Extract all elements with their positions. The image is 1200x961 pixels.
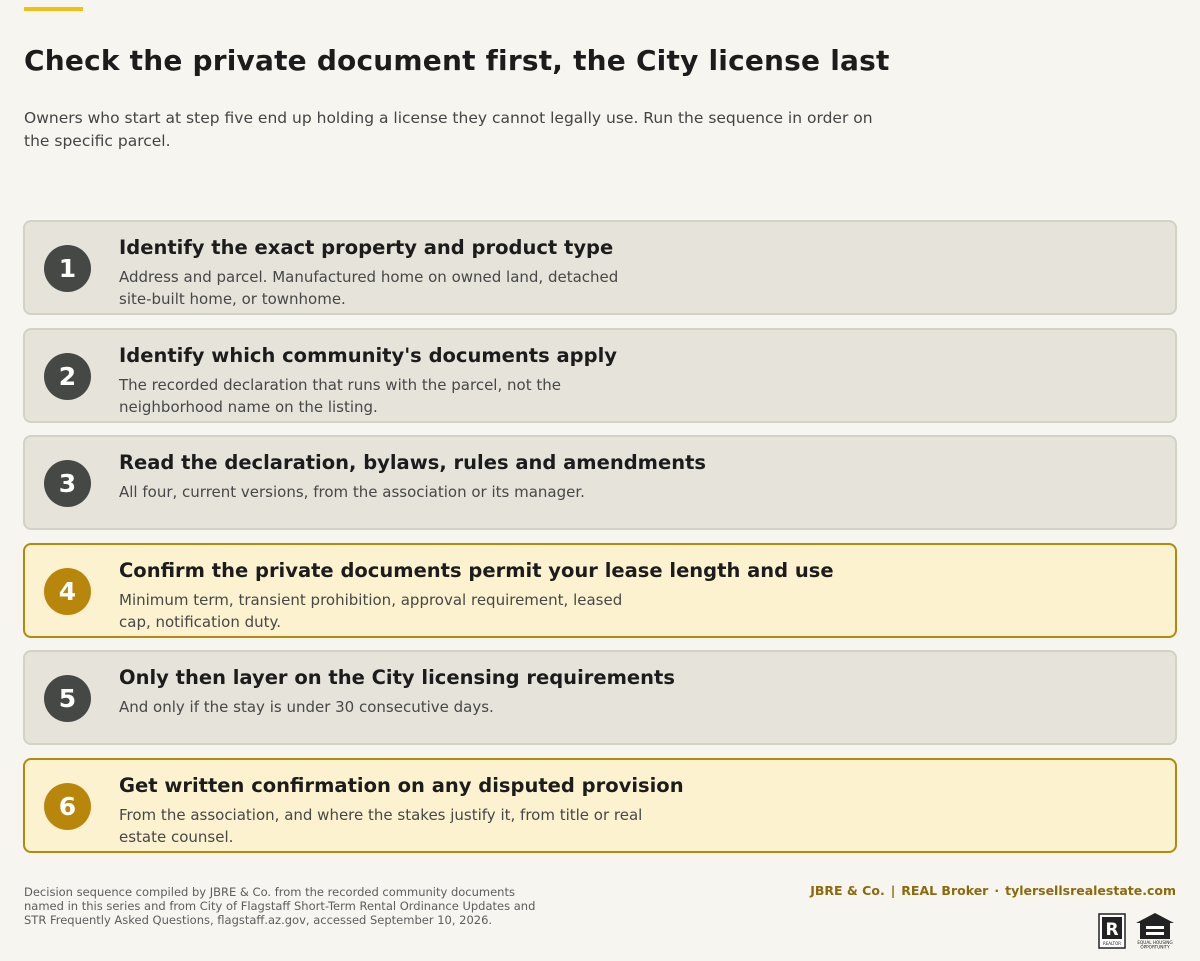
- compliance-logos: [1098, 911, 1176, 949]
- step-description: The recorded declaration that runs with the parcel, not the neighborhood name on the listing.: [119, 375, 561, 416]
- step-number-badge: 1: [44, 245, 91, 292]
- brand-website: tylersellsrealestate.com: [1005, 883, 1176, 898]
- step-card-1: [23, 220, 1177, 315]
- svg-text:EQUAL HOUSING: EQUAL HOUSING: [1137, 940, 1173, 945]
- svg-text:OPPORTUNITY: OPPORTUNITY: [1140, 944, 1170, 949]
- step-card-5: [23, 650, 1177, 745]
- step-title: Read the declaration, bylaws, rules and amendments: [119, 451, 707, 474]
- realtor-logo-icon: [1098, 913, 1126, 949]
- step-description: Address and parcel. Manufactured home on owned land, detached site-built home, or townhome.: [119, 268, 619, 308]
- step-title: Identify the exact property and product type: [119, 236, 614, 259]
- brand-broker: REAL Broker: [901, 883, 989, 898]
- brand-separator: |: [890, 883, 896, 898]
- source-note: Decision sequence compiled by JBRE & Co. from the recorded community documents named in this series and from City of Flagstaff Short-Term Rental Ordinance Updates and STR Frequently Asked Questions, flagstaff.az.gov, accessed September 10, 2026.: [24, 885, 536, 927]
- step-description: From the association, and where the stakes justify it, from title or real estate counsel.: [119, 805, 643, 846]
- step-number-badge: 2: [44, 353, 91, 400]
- step-title: Identify which community's documents apply: [119, 343, 617, 367]
- step-card-4: [23, 543, 1177, 638]
- brand-separator: ·: [994, 883, 1000, 898]
- step-number-badge: 3: [44, 460, 91, 507]
- page-subtitle: Owners who start at step five end up holding a license they cannot legally use. Run the sequence in order on the specific parcel.: [24, 109, 873, 150]
- step-description: And only if the stay is under 30 consecutive days.: [119, 698, 494, 716]
- step-card-3: [23, 435, 1177, 530]
- step-list: [23, 220, 1177, 865]
- step-number-badge: 6: [44, 783, 91, 830]
- step-number-badge: 4: [44, 568, 91, 615]
- svg-text:R: R: [1105, 920, 1119, 940]
- step-title: Get written confirmation on any disputed provision: [119, 773, 684, 797]
- step-description: All four, current versions, from the association or its manager.: [119, 483, 585, 501]
- brand-line: [810, 883, 1176, 898]
- brand-company: JBRE & Co.: [810, 883, 885, 898]
- step-card-6: [23, 758, 1177, 853]
- step-number-badge: 5: [44, 675, 91, 722]
- step-card-2: [23, 328, 1177, 423]
- equal-housing-logo-icon: [1134, 911, 1176, 949]
- step-title: Confirm the private documents permit your lease length and use: [119, 558, 834, 582]
- accent-bar: [24, 7, 83, 11]
- page-title: Check the private document first, the City license last: [24, 44, 890, 77]
- step-title: Only then layer on the City licensing requirements: [119, 666, 675, 689]
- svg-text:REALTOR: REALTOR: [1102, 941, 1122, 946]
- step-description: Minimum term, transient prohibition, approval requirement, leased cap, notification duty.: [119, 590, 623, 631]
